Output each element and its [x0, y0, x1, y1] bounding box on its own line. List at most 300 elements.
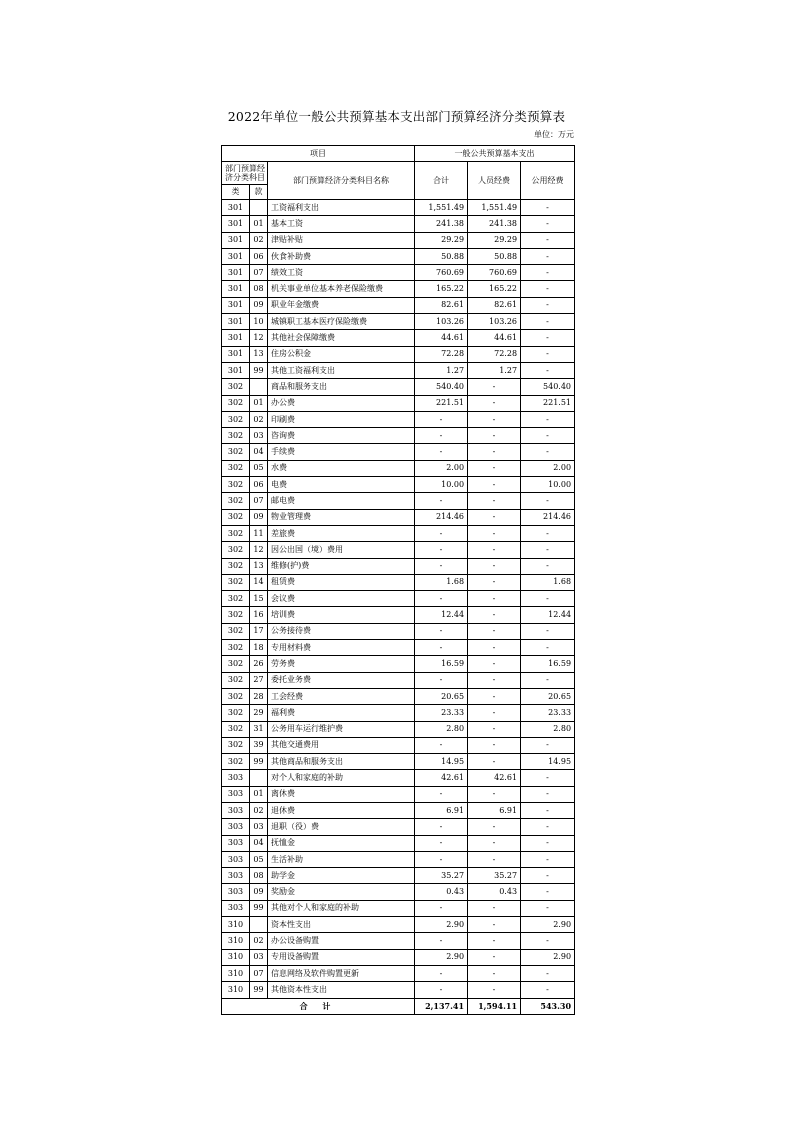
lei-cell: 302	[222, 623, 250, 639]
item-name-cell: 机关事业单位基本养老保险缴费	[268, 281, 415, 297]
total-cell: 82.61	[415, 297, 468, 313]
item-name-cell: 工资福利支出	[268, 200, 415, 216]
kuan-cell: 09	[250, 884, 268, 900]
total-cell: -	[415, 542, 468, 558]
personnel-cell: -	[468, 917, 521, 933]
total-cell: 540.40	[415, 379, 468, 395]
grand-total-public: 543.30	[521, 998, 575, 1014]
public-cell: 12.44	[521, 607, 575, 623]
lei-cell: 310	[222, 917, 250, 933]
item-name-cell: 因公出国（境）费用	[268, 542, 415, 558]
item-name-cell: 职业年金缴费	[268, 297, 415, 313]
total-cell: -	[415, 558, 468, 574]
lei-cell: 302	[222, 721, 250, 737]
table-row	[222, 640, 575, 656]
table-row	[222, 754, 575, 770]
public-cell: -	[521, 200, 575, 216]
total-cell: -	[415, 737, 468, 753]
personnel-cell: 82.61	[468, 297, 521, 313]
item-name-cell: 资本性支出	[268, 917, 415, 933]
personnel-cell: 241.38	[468, 216, 521, 232]
total-label: 合 计	[222, 998, 415, 1014]
total-cell: 214.46	[415, 509, 468, 525]
personnel-cell: 72.28	[468, 346, 521, 362]
kuan-cell: 17	[250, 623, 268, 639]
item-name-cell: 维修(护)费	[268, 558, 415, 574]
personnel-cell: 29.29	[468, 232, 521, 248]
item-name-cell: 会议费	[268, 591, 415, 607]
public-cell: -	[521, 591, 575, 607]
personnel-cell: -	[468, 900, 521, 916]
lei-cell: 310	[222, 949, 250, 965]
public-cell: -	[521, 558, 575, 574]
total-cell: -	[415, 640, 468, 656]
personnel-cell: 50.88	[468, 248, 521, 264]
lei-cell: 303	[222, 786, 250, 802]
item-name-cell: 津贴补贴	[268, 232, 415, 248]
personnel-cell: 44.61	[468, 330, 521, 346]
personnel-cell: -	[468, 591, 521, 607]
item-name-cell: 委托业务费	[268, 672, 415, 688]
personnel-cell: -	[468, 933, 521, 949]
dept-class-line2: 济分类科目	[225, 173, 265, 182]
item-name-cell: 伙食补助费	[268, 248, 415, 264]
total-cell: -	[415, 493, 468, 509]
table-row	[222, 444, 575, 460]
lei-cell: 302	[222, 688, 250, 704]
lei-cell: 302	[222, 705, 250, 721]
table-row	[222, 200, 575, 216]
item-name-cell: 差旅费	[268, 525, 415, 541]
public-cell: -	[521, 900, 575, 916]
lei-cell: 302	[222, 493, 250, 509]
public-cell: 23.33	[521, 705, 575, 721]
personnel-cell: -	[468, 428, 521, 444]
total-cell: 1.68	[415, 574, 468, 590]
table-row	[222, 330, 575, 346]
item-name-cell: 咨询费	[268, 428, 415, 444]
lei-cell: 303	[222, 770, 250, 786]
table-row	[222, 623, 575, 639]
lei-cell: 302	[222, 395, 250, 411]
public-cell: -	[521, 362, 575, 378]
kuan-cell: 09	[250, 509, 268, 525]
kuan-cell: 11	[250, 525, 268, 541]
page-title: 2022年单位一般公共预算基本支出部门预算经济分类预算表	[227, 109, 566, 124]
lei-cell: 301	[222, 297, 250, 313]
table-row	[222, 607, 575, 623]
personnel-cell: -	[468, 558, 521, 574]
table-row	[222, 281, 575, 297]
budget-table	[221, 145, 575, 1015]
kuan-cell: 06	[250, 248, 268, 264]
lei-cell: 302	[222, 525, 250, 541]
table-row	[222, 688, 575, 704]
personnel-cell: -	[468, 656, 521, 672]
kuan-cell: 13	[250, 558, 268, 574]
item-name-cell: 退职（役）费	[268, 819, 415, 835]
total-cell: -	[415, 965, 468, 981]
lei-cell: 301	[222, 265, 250, 281]
table-row	[222, 835, 575, 851]
public-cell: 540.40	[521, 379, 575, 395]
kuan-cell: 07	[250, 965, 268, 981]
lei-cell: 302	[222, 477, 250, 493]
kuan-cell: 02	[250, 933, 268, 949]
total-cell: 10.00	[415, 477, 468, 493]
public-cell: -	[521, 802, 575, 818]
item-name-cell: 绩效工资	[268, 265, 415, 281]
personnel-cell: 760.69	[468, 265, 521, 281]
lei-cell: 301	[222, 362, 250, 378]
table-row	[222, 248, 575, 264]
total-cell: -	[415, 591, 468, 607]
item-name-cell: 其他交通费用	[268, 737, 415, 753]
personnel-cell: -	[468, 574, 521, 590]
public-cell: -	[521, 965, 575, 981]
kuan-cell: 26	[250, 656, 268, 672]
personnel-cell: -	[468, 949, 521, 965]
table-row	[222, 900, 575, 916]
public-cell: -	[521, 297, 575, 313]
personnel-cell: -	[468, 737, 521, 753]
table-row	[222, 819, 575, 835]
personnel-cell: -	[468, 705, 521, 721]
kuan-cell: 01	[250, 395, 268, 411]
personnel-cell: -	[468, 851, 521, 867]
kuan-cell: 15	[250, 591, 268, 607]
public-cell: -	[521, 314, 575, 330]
public-cell: -	[521, 216, 575, 232]
public-cell: -	[521, 346, 575, 362]
lei-cell: 302	[222, 640, 250, 656]
personnel-cell: -	[468, 460, 521, 476]
public-cell: -	[521, 623, 575, 639]
item-name-cell: 电费	[268, 477, 415, 493]
total-cell: -	[415, 428, 468, 444]
grand-total-amount: 2,137.41	[415, 998, 468, 1014]
public-cell: 20.65	[521, 688, 575, 704]
kuan-cell: 08	[250, 868, 268, 884]
kuan-cell: 16	[250, 607, 268, 623]
table-row	[222, 216, 575, 232]
item-name-cell: 专用材料费	[268, 640, 415, 656]
personnel-cell: 103.26	[468, 314, 521, 330]
total-cell: 16.59	[415, 656, 468, 672]
table-row	[222, 737, 575, 753]
lei-cell: 302	[222, 444, 250, 460]
total-cell: -	[415, 900, 468, 916]
header-row-1	[222, 146, 575, 162]
total-cell: -	[415, 444, 468, 460]
personnel-cell: -	[468, 379, 521, 395]
public-cell: -	[521, 248, 575, 264]
personnel-cell: 6.91	[468, 802, 521, 818]
kuan-cell	[250, 379, 268, 395]
personnel-cell: -	[468, 444, 521, 460]
kuan-cell: 05	[250, 460, 268, 476]
item-name-cell: 奖励金	[268, 884, 415, 900]
public-cell: 221.51	[521, 395, 575, 411]
total-cell: 2.90	[415, 917, 468, 933]
table-row	[222, 933, 575, 949]
lei-cell: 310	[222, 933, 250, 949]
total-cell: 42.61	[415, 770, 468, 786]
total-cell: 1,551.49	[415, 200, 468, 216]
item-name-cell: 手续费	[268, 444, 415, 460]
lei-header: 类	[222, 185, 250, 200]
kuan-cell: 28	[250, 688, 268, 704]
kuan-cell: 02	[250, 802, 268, 818]
table-row	[222, 574, 575, 590]
total-cell: -	[415, 835, 468, 851]
personnel-cell: 1.27	[468, 362, 521, 378]
item-name-cell: 其他商品和服务支出	[268, 754, 415, 770]
item-name-cell: 公务接待费	[268, 623, 415, 639]
total-cell: 35.27	[415, 868, 468, 884]
personnel-cell: -	[468, 607, 521, 623]
total-cell: -	[415, 851, 468, 867]
table-row	[222, 721, 575, 737]
table-row	[222, 362, 575, 378]
table-row	[222, 965, 575, 981]
lei-cell: 310	[222, 982, 250, 998]
kuan-cell	[250, 770, 268, 786]
personnel-cell: -	[468, 509, 521, 525]
lei-cell: 301	[222, 200, 250, 216]
kuan-cell: 08	[250, 281, 268, 297]
table-row	[222, 493, 575, 509]
dept-class-line1: 部门预算经	[225, 164, 265, 173]
project-header: 项目	[222, 146, 415, 162]
kuan-cell	[250, 200, 268, 216]
kuan-cell: 12	[250, 542, 268, 558]
lei-cell: 301	[222, 281, 250, 297]
table-row	[222, 525, 575, 541]
item-name-cell: 工会经费	[268, 688, 415, 704]
kuan-cell: 18	[250, 640, 268, 656]
item-name-cell: 专用设备购置	[268, 949, 415, 965]
item-name-cell: 办公设备购置	[268, 933, 415, 949]
public-cell: -	[521, 428, 575, 444]
table-row	[222, 477, 575, 493]
table-row	[222, 917, 575, 933]
total-cell: -	[415, 982, 468, 998]
public-cell: -	[521, 672, 575, 688]
lei-cell: 302	[222, 574, 250, 590]
total-cell: 29.29	[415, 232, 468, 248]
public-cell: -	[521, 640, 575, 656]
personnel-cell: -	[468, 965, 521, 981]
item-name-cell: 福利费	[268, 705, 415, 721]
item-name-cell: 培训费	[268, 607, 415, 623]
table-row	[222, 395, 575, 411]
kuan-cell: 02	[250, 232, 268, 248]
budget-rows	[222, 200, 575, 999]
lei-cell: 302	[222, 379, 250, 395]
lei-cell: 302	[222, 737, 250, 753]
personnel-cell: 1,551.49	[468, 200, 521, 216]
personnel-cell: -	[468, 786, 521, 802]
item-name-cell: 租赁费	[268, 574, 415, 590]
lei-cell: 302	[222, 558, 250, 574]
lei-cell: 302	[222, 460, 250, 476]
unit-label: 单位：万元	[534, 130, 574, 139]
total-cell: 2.80	[415, 721, 468, 737]
lei-cell: 302	[222, 607, 250, 623]
total-cell: 2.00	[415, 460, 468, 476]
total-header: 合计	[415, 162, 468, 200]
table-row	[222, 297, 575, 313]
lei-cell: 301	[222, 232, 250, 248]
total-row	[222, 998, 575, 1014]
kuan-cell: 04	[250, 835, 268, 851]
total-cell: -	[415, 623, 468, 639]
lei-cell: 303	[222, 835, 250, 851]
public-header: 公用经费	[521, 162, 575, 200]
kuan-cell: 04	[250, 444, 268, 460]
total-cell: 50.88	[415, 248, 468, 264]
lei-cell: 301	[222, 330, 250, 346]
personnel-cell: -	[468, 835, 521, 851]
item-name-cell: 生活补助	[268, 851, 415, 867]
kuan-cell: 27	[250, 672, 268, 688]
lei-cell: 301	[222, 248, 250, 264]
kuan-cell: 99	[250, 982, 268, 998]
lei-cell: 303	[222, 900, 250, 916]
lei-cell: 301	[222, 216, 250, 232]
item-name-cell: 助学金	[268, 868, 415, 884]
item-name-cell: 其他资本性支出	[268, 982, 415, 998]
personnel-cell: -	[468, 395, 521, 411]
total-cell: 14.95	[415, 754, 468, 770]
kuan-cell: 03	[250, 428, 268, 444]
total-cell: 72.28	[415, 346, 468, 362]
public-cell: -	[521, 982, 575, 998]
lei-cell: 310	[222, 965, 250, 981]
personnel-cell: -	[468, 640, 521, 656]
public-cell: -	[521, 851, 575, 867]
total-cell: 1.27	[415, 362, 468, 378]
total-cell: -	[415, 525, 468, 541]
lei-cell: 302	[222, 542, 250, 558]
lei-cell: 303	[222, 819, 250, 835]
table-row	[222, 460, 575, 476]
table-row	[222, 770, 575, 786]
lei-cell: 301	[222, 346, 250, 362]
kuan-cell: 07	[250, 265, 268, 281]
public-cell: -	[521, 770, 575, 786]
public-cell: -	[521, 525, 575, 541]
table-row	[222, 982, 575, 998]
table-row	[222, 884, 575, 900]
lei-cell: 302	[222, 656, 250, 672]
table-row	[222, 558, 575, 574]
general-budget-header: 一般公共预算基本支出	[415, 146, 575, 162]
public-cell: -	[521, 786, 575, 802]
personnel-cell: 165.22	[468, 281, 521, 297]
header-row-2	[222, 162, 575, 185]
table-row	[222, 346, 575, 362]
total-cell: -	[415, 411, 468, 427]
personnel-header: 人员经费	[468, 162, 521, 200]
table-row	[222, 428, 575, 444]
item-name-cell: 其他对个人和家庭的补助	[268, 900, 415, 916]
table-row	[222, 314, 575, 330]
item-name-cell: 对个人和家庭的补助	[268, 770, 415, 786]
table-row	[222, 656, 575, 672]
item-name-cell: 退休费	[268, 802, 415, 818]
kuan-cell: 03	[250, 949, 268, 965]
personnel-cell: -	[468, 493, 521, 509]
lei-cell: 302	[222, 411, 250, 427]
kuan-cell: 02	[250, 411, 268, 427]
kuan-cell: 31	[250, 721, 268, 737]
dept-class-header	[222, 162, 268, 185]
personnel-cell: -	[468, 542, 521, 558]
public-cell: 2.80	[521, 721, 575, 737]
item-name-cell: 住房公积金	[268, 346, 415, 362]
table-row	[222, 411, 575, 427]
public-cell: 10.00	[521, 477, 575, 493]
total-cell: 165.22	[415, 281, 468, 297]
kuan-cell: 29	[250, 705, 268, 721]
personnel-cell: 35.27	[468, 868, 521, 884]
kuan-cell: 07	[250, 493, 268, 509]
public-cell: 2.00	[521, 460, 575, 476]
item-name-cell: 抚恤金	[268, 835, 415, 851]
table-row	[222, 802, 575, 818]
lei-cell: 303	[222, 802, 250, 818]
kuan-cell: 13	[250, 346, 268, 362]
public-cell: -	[521, 281, 575, 297]
personnel-cell: -	[468, 477, 521, 493]
lei-cell: 302	[222, 754, 250, 770]
personnel-cell: -	[468, 819, 521, 835]
table-row	[222, 591, 575, 607]
personnel-cell: -	[468, 623, 521, 639]
total-cell: 23.33	[415, 705, 468, 721]
public-cell: -	[521, 444, 575, 460]
public-cell: -	[521, 493, 575, 509]
item-name-cell: 印刷费	[268, 411, 415, 427]
lei-cell: 301	[222, 314, 250, 330]
personnel-cell: 42.61	[468, 770, 521, 786]
personnel-cell: -	[468, 411, 521, 427]
public-cell: -	[521, 542, 575, 558]
item-name-cell: 其他社会保障缴费	[268, 330, 415, 346]
total-cell: -	[415, 786, 468, 802]
item-name-cell: 办公费	[268, 395, 415, 411]
kuan-cell: 06	[250, 477, 268, 493]
personnel-cell: -	[468, 688, 521, 704]
total-cell: 221.51	[415, 395, 468, 411]
table-row	[222, 868, 575, 884]
public-cell: -	[521, 835, 575, 851]
table-row	[222, 705, 575, 721]
personnel-cell: -	[468, 672, 521, 688]
kuan-cell: 05	[250, 851, 268, 867]
kuan-cell: 12	[250, 330, 268, 346]
public-cell: -	[521, 884, 575, 900]
total-cell: -	[415, 819, 468, 835]
item-name-cell: 物业管理费	[268, 509, 415, 525]
lei-cell: 303	[222, 851, 250, 867]
public-cell: -	[521, 819, 575, 835]
kuan-cell: 01	[250, 786, 268, 802]
kuan-cell: 99	[250, 362, 268, 378]
public-cell: -	[521, 737, 575, 753]
